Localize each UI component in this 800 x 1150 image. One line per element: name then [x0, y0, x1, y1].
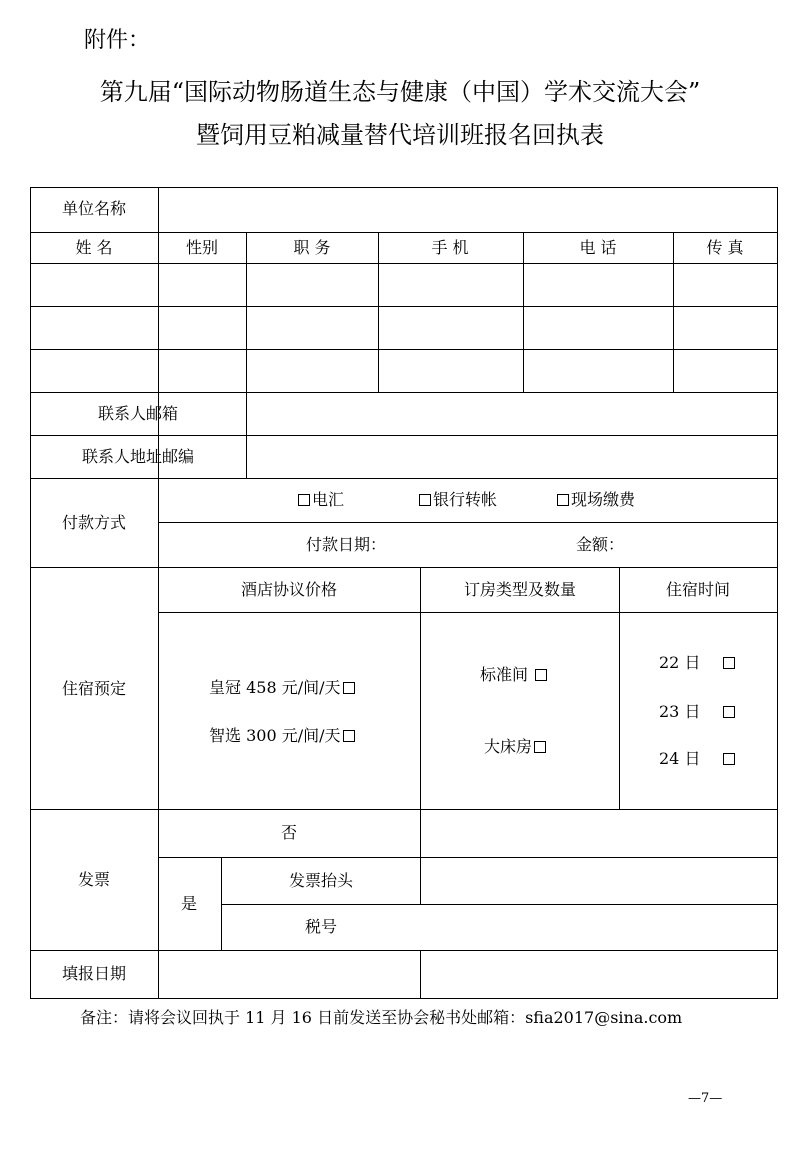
payment-label: 付款方式 [61, 513, 127, 532]
page-title: 第九届“国际动物肠道生态与健康（中国）学术交流大会” [99, 78, 701, 106]
payment-date-label: 付款日期： [306, 535, 387, 554]
time-header: 住宿时间 [665, 580, 731, 599]
lodging-label: 住宿预定 [61, 679, 127, 698]
checkbox-icon[interactable] [723, 706, 735, 718]
attachment-label: 附件： [84, 28, 151, 53]
checkbox-icon[interactable] [343, 730, 355, 742]
col-gender: 性别 [185, 238, 219, 257]
payment-option-onsite[interactable]: 现场缴费 [555, 492, 635, 508]
checkbox-icon[interactable] [535, 669, 547, 681]
invoice-yes-label: 是 [180, 894, 198, 913]
room-option-king[interactable]: 大床房 [484, 739, 548, 755]
page-subtitle: 暨饲用豆粕减量替代培训班报名回执表 [196, 121, 604, 149]
fill-date-label: 填报日期 [61, 964, 127, 983]
room-header: 订房类型及数量 [463, 580, 577, 599]
invoice-label: 发票 [77, 870, 111, 889]
col-name: 姓 名 [75, 238, 113, 257]
col-fax: 传 真 [706, 238, 744, 257]
payment-option-wire[interactable]: 电汇 [296, 492, 344, 508]
day-option-22[interactable]: 22 日 [659, 655, 737, 671]
footnote: 备注：请将会议回执于 11 月 16 日前发送至协会秘书处邮箱：sfia2017@sina.com [80, 1008, 683, 1027]
checkbox-icon[interactable] [534, 741, 546, 753]
contact-address-label: 联系人地址邮编 [81, 447, 195, 466]
day-option-23[interactable]: 23 日 [659, 704, 737, 720]
col-phone: 电 话 [579, 238, 617, 257]
tax-number-label: 税号 [304, 917, 338, 936]
col-position: 职 务 [293, 238, 331, 257]
unit-name-label: 单位名称 [61, 199, 127, 218]
contact-email-label: 联系人邮箱 [97, 404, 179, 423]
checkbox-icon[interactable] [723, 657, 735, 669]
price-option-crown[interactable]: 皇冠 458 元/间/天 [209, 680, 357, 696]
checkbox-icon[interactable] [557, 494, 569, 506]
payment-amount-label: 金额： [576, 535, 625, 554]
invoice-no-label: 否 [280, 823, 298, 842]
checkbox-icon[interactable] [298, 494, 310, 506]
invoice-title-label: 发票抬头 [288, 871, 354, 890]
page-number: —7— [688, 1091, 723, 1106]
col-mobile: 手 机 [431, 238, 469, 257]
checkbox-icon[interactable] [343, 682, 355, 694]
room-option-standard[interactable]: 标准间 [480, 667, 549, 683]
price-header: 酒店协议价格 [240, 580, 338, 599]
checkbox-icon[interactable] [723, 753, 735, 765]
day-option-24[interactable]: 24 日 [659, 751, 737, 767]
checkbox-icon[interactable] [419, 494, 431, 506]
payment-option-bank[interactable]: 银行转帐 [417, 492, 497, 508]
price-option-express[interactable]: 智选 300 元/间/天 [209, 728, 357, 744]
